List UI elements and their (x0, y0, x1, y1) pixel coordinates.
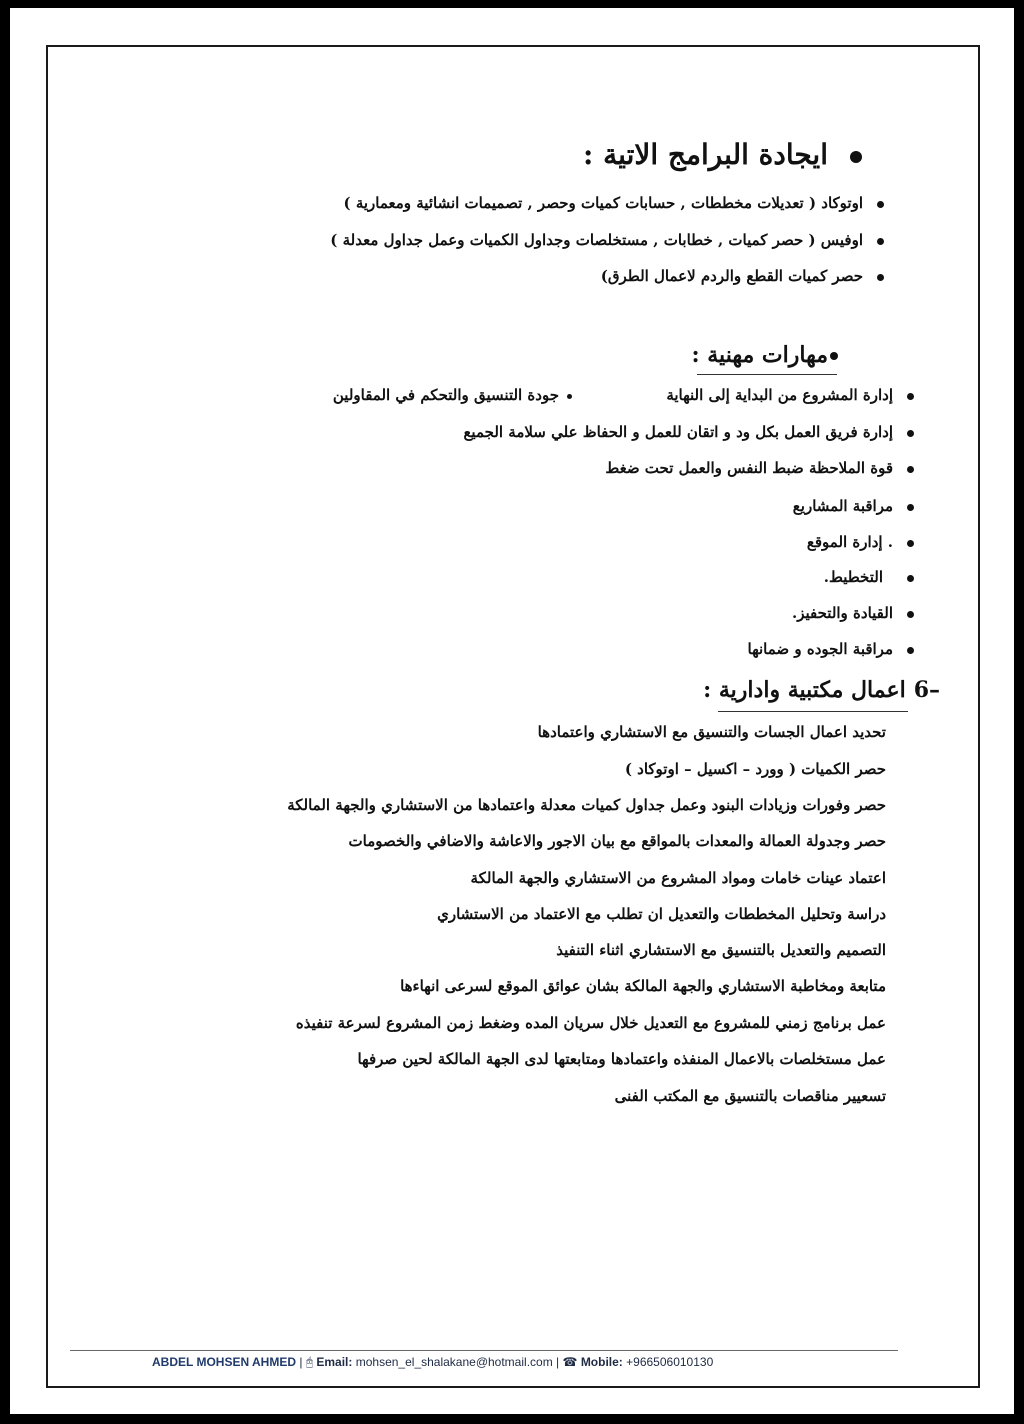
office-item: عمل مستخلصات بالاعمال المنفذه واعتمادها ومتابعتها لدى الجهة المالكة لحين صرفها (357, 1050, 886, 1068)
skills-item: إدارة فريق العمل بكل ود و اتقان للعمل و الحفاظ علي سلامة الجميع (463, 423, 914, 441)
office-item: دراسة وتحليل المخططات والتعديل ان تطلب مع الاعتماد من الاستشاري (437, 905, 886, 923)
software-item: اوتوكاد ( تعديلات مخططات , حسابات كميات وحصر , تصميمات انشائية ومعمارية ) (344, 194, 885, 212)
software-section-title: ايجادة البرامج الاتية : (583, 138, 862, 171)
office-title-underline (718, 711, 908, 712)
bullet-icon (907, 540, 914, 547)
phone-icon: ☎ (562, 1355, 578, 1369)
software-item: حصر كميات القطع والردم لاعمال الطرق) (601, 267, 884, 285)
footer-contact: ABDEL MOHSEN AHMED | 🖰 Email: mohsen_el_shalakane@hotmail.com | ☎ Mobile: +966506010130 (152, 1355, 714, 1369)
office-item: متابعة ومخاطبة الاستشاري والجهة المالكة بشان عوائق الموقع لسرعى انهاءها (400, 977, 886, 995)
office-item: حصر وفورات وزيادات البنود وعمل جداول كميات معدلة واعتمادها من الاستشاري والجهة المالكة (287, 796, 886, 814)
office-item: حصر الكميات ( وورد – اكسيل – اوتوكاد ) (624, 760, 886, 778)
skills-section-title: مهارات مهنية : (691, 342, 838, 368)
office-item: اعتماد عينات خامات ومواد المشروع من الاستشاري والجهة المالكة (470, 869, 886, 887)
office-item: عمل برنامج زمني للمشروع مع التعديل خلال سريان المده وضغط زمن المشروع لسرعة تنفيذه (295, 1014, 886, 1032)
bullet-icon (850, 151, 862, 163)
bullet-icon (567, 394, 572, 399)
skills-item: القيادة والتحفيز. (792, 604, 914, 622)
office-item: حصر وجدولة العمالة والمعدات بالمواقع مع بيان الاجور والاعاشة والاضافي والخصومات (348, 832, 886, 850)
skills-title-underline (697, 374, 837, 375)
skills-side-item: جودة التنسيق والتحكم في المقاولين (333, 386, 572, 404)
software-item: اوفيس ( حصر كميات , خطابات , مستخلصات وجداول الكميات وعمل جداول معدلة ) (330, 231, 884, 249)
bullet-icon (907, 393, 914, 400)
bullet-icon (907, 430, 914, 437)
office-item: تسعيير مناقصات بالتنسيق مع المكتب الفنى (614, 1087, 886, 1105)
office-item: التصميم والتعديل بالتنسيق مع الاستشاري اثناء التنفيذ (556, 941, 886, 959)
mobile-label: Mobile: (580, 1355, 623, 1369)
footer-name: ABDEL MOHSEN AHMED (152, 1355, 297, 1369)
skills-item: إدارة المشروع من البداية إلى النهاية (666, 386, 914, 404)
email-link[interactable]: mohsen_el_shalakane@hotmail.com (355, 1355, 553, 1369)
email-label: Email: (316, 1355, 353, 1369)
mouse-icon: 🖰 (305, 1355, 314, 1369)
bullet-icon (877, 238, 884, 245)
bullet-icon (907, 466, 914, 473)
skills-item: قوة الملاحظة ضبط النفس والعمل تحت ضغط (605, 459, 914, 477)
skills-item: مراقبة المشاريع (793, 497, 914, 515)
bullet-icon (907, 575, 914, 582)
skills-item: التخطيط. (824, 568, 914, 586)
footer-divider (70, 1350, 898, 1351)
bullet-icon (877, 201, 884, 208)
skills-item: . إدارة الموقع (807, 533, 914, 551)
office-section-title: 6–اعمال مكتبية وادارية : (703, 677, 940, 703)
bullet-icon (907, 647, 914, 654)
bullet-icon (877, 274, 884, 281)
skills-item: مراقبة الجوده و ضمانها (748, 640, 914, 658)
office-item: تحديد اعمال الجسات والتنسيق مع الاستشاري واعتمادها (537, 723, 886, 741)
bullet-icon (907, 611, 914, 618)
mobile-number[interactable]: +966506010130 (626, 1355, 714, 1369)
bullet-icon (907, 504, 914, 511)
bullet-icon (830, 352, 838, 360)
